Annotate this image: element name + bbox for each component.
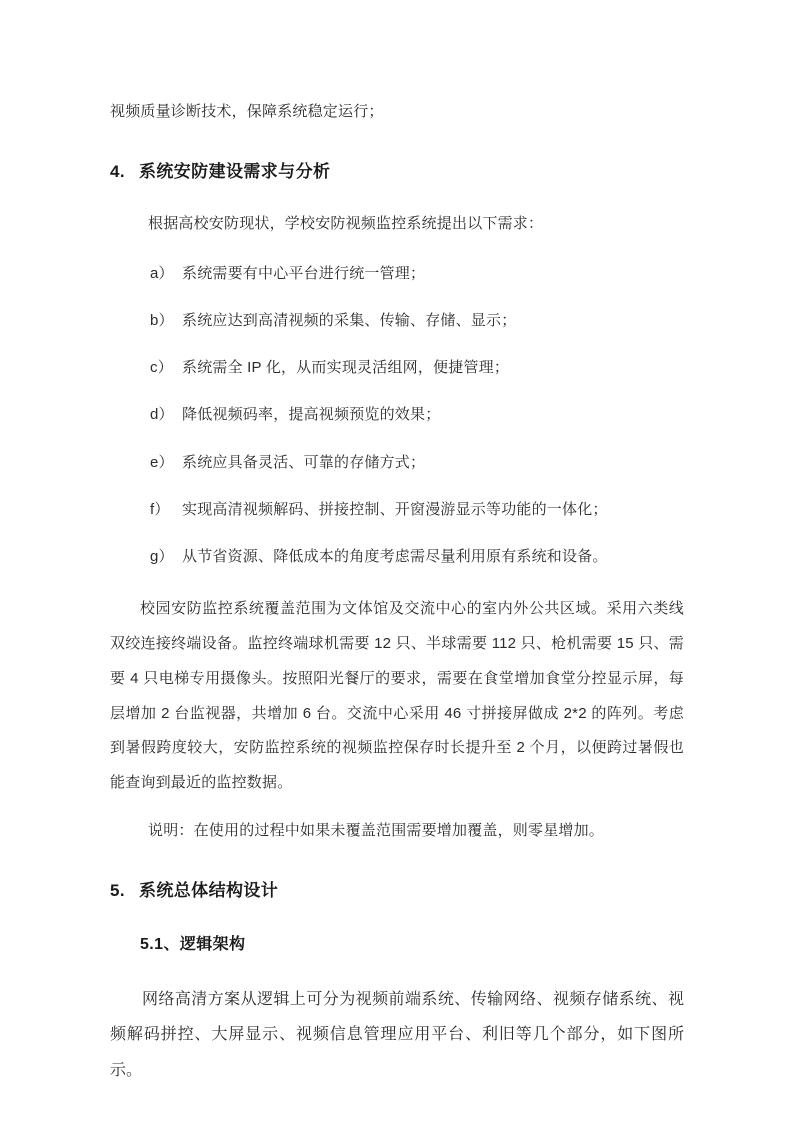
list-item-text: 系统需要有中心平台进行统一管理； (182, 264, 426, 282)
section-number-5: 5. (110, 881, 125, 901)
list-item-text: 系统需全 IP 化，从而实现灵活组网，便捷管理； (182, 359, 510, 376)
requirements-list (110, 262, 684, 569)
page-content (110, 100, 684, 1088)
list-item-text: 实现高清视频解码、拼接控制、开窗漫游显示等功能的一体化； (182, 500, 608, 518)
list-item (110, 545, 684, 568)
list-item (110, 451, 684, 474)
section-title-5: 系统总体结构设计 (138, 881, 279, 901)
coverage-note: 说明：在使用的过程中如果未覆盖范围需要增加覆盖，则零星增加。 (148, 822, 605, 840)
list-item-text: 系统应具备灵活、可靠的存储方式； (182, 453, 426, 471)
list-marker: a） (150, 264, 174, 282)
section-number-4: 4. (110, 162, 125, 182)
subsection-heading-5-1: 5.1、逻辑架构 (140, 936, 246, 954)
list-item-text: 降低视频码率，提高视频预览的效果； (182, 406, 441, 424)
section-heading-4 (110, 157, 684, 182)
list-marker: b） (150, 311, 174, 329)
list-item-text: 从节省资源、降低成本的角度考虑需尽量利用原有系统和设备。 (182, 548, 608, 565)
list-marker: g） (150, 548, 174, 565)
list-item-text: 系统应达到高清视频的采集、传输、存储、显示； (182, 311, 517, 329)
list-item (110, 498, 684, 521)
list-item (110, 309, 684, 332)
list-item (110, 356, 684, 379)
section-heading-5 (110, 876, 684, 901)
list-item (110, 403, 684, 426)
list-marker: f） (150, 500, 170, 518)
section-title-4: 系统安防建设需求与分析 (138, 162, 331, 182)
list-marker: e） (150, 453, 174, 471)
list-marker: c） (150, 359, 173, 376)
list-marker: d） (150, 406, 174, 424)
continued-line: 视频质量诊断技术，保障系统稳定运行； (110, 103, 384, 120)
coverage-body-paragraph: 校园安防监控系统覆盖范围为文体馆及交流中心的室内外公共区域。采用六类线双绞连接终端设备。监控终端球机需要 12 只、半球需要 112 只、枪机需要 15 只、需要 4 只电梯专用摄像头。按照阳光餐厅的要求，需要在食堂增加食堂分控显示屏，每层增加 2 台监视器，共增加 6 台。交流中心采用 46 寸拼接屏做成 2*2 的阵列。考虑到暑假跨度较大，安防监控系统的视频监控保存时长提升至 2 个月，以便跨过暑假也能查询到最近的监控数据。 (110, 600, 684, 792)
logical-architecture-paragraph: 网络高清方案从逻辑上可分为视频前端系统、传输网络、视频存储系统、视频解码拼控、大屏显示、视频信息管理应用平台、利旧等几个部分，如下图所示。 (110, 991, 684, 1079)
requirements-intro: 根据高校安防现状，学校安防视频监控系统提出以下需求： (148, 215, 544, 233)
list-item (110, 262, 684, 285)
